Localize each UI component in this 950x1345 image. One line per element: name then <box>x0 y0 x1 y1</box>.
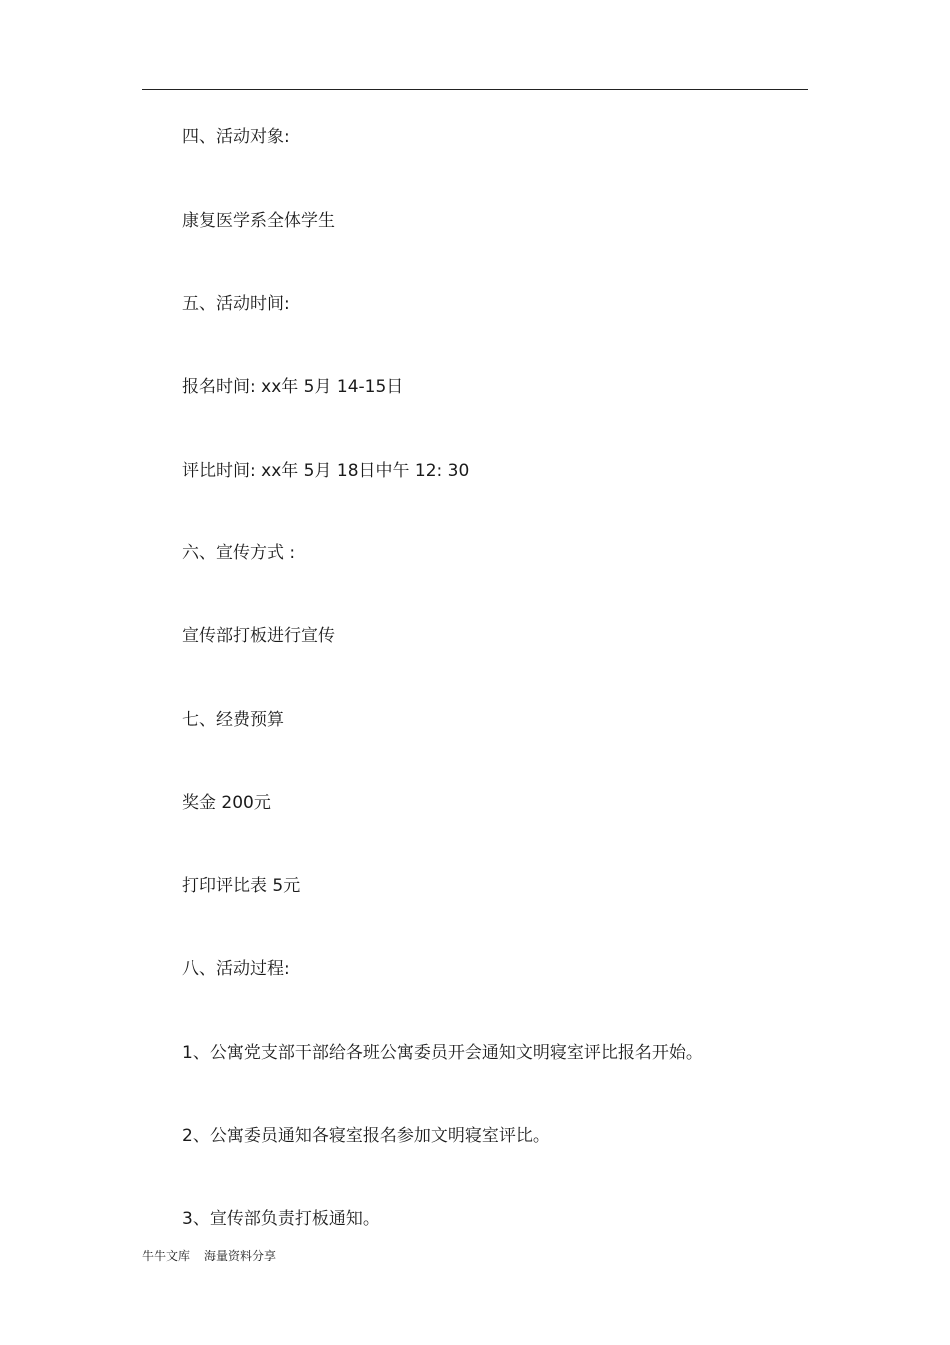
paragraph-judging-time: 评比时间: xx年 5月 18日中午 12: 30 <box>182 461 470 481</box>
paragraph-publicity: 宣传部打板进行宣传 <box>182 626 335 646</box>
paragraph-registration-time: 报名时间: xx年 5月 14-15日 <box>182 377 404 397</box>
section-heading-process: 八、活动过程: <box>182 959 290 979</box>
section-heading-activity-time: 五、活动时间: <box>182 294 290 314</box>
section-heading-budget: 七、经费预算 <box>182 710 284 730</box>
footer-site-name: 牛牛文库 <box>142 1249 191 1263</box>
list-item-process-3: 3、宣传部负责打板通知。 <box>182 1209 380 1229</box>
paragraph-budget-prize: 奖金 200元 <box>182 793 271 813</box>
paragraph-budget-printing: 打印评比表 5元 <box>182 876 301 896</box>
header-rule <box>142 89 808 90</box>
section-heading-publicity: 六、宣传方式 : <box>182 543 296 563</box>
paragraph-activity-target: 康复医学系全体学生 <box>182 211 335 231</box>
page-footer <box>142 1248 276 1264</box>
section-heading-activity-target: 四、活动对象: <box>182 127 290 147</box>
list-item-process-2: 2、公寓委员通知各寝室报名参加文明寝室评比。 <box>182 1126 550 1146</box>
list-item-process-1: 1、公寓党支部干部给各班公寓委员开会通知文明寝室评比报名开始。 <box>182 1043 703 1063</box>
footer-slogan: 海量资料分享 <box>204 1249 277 1263</box>
